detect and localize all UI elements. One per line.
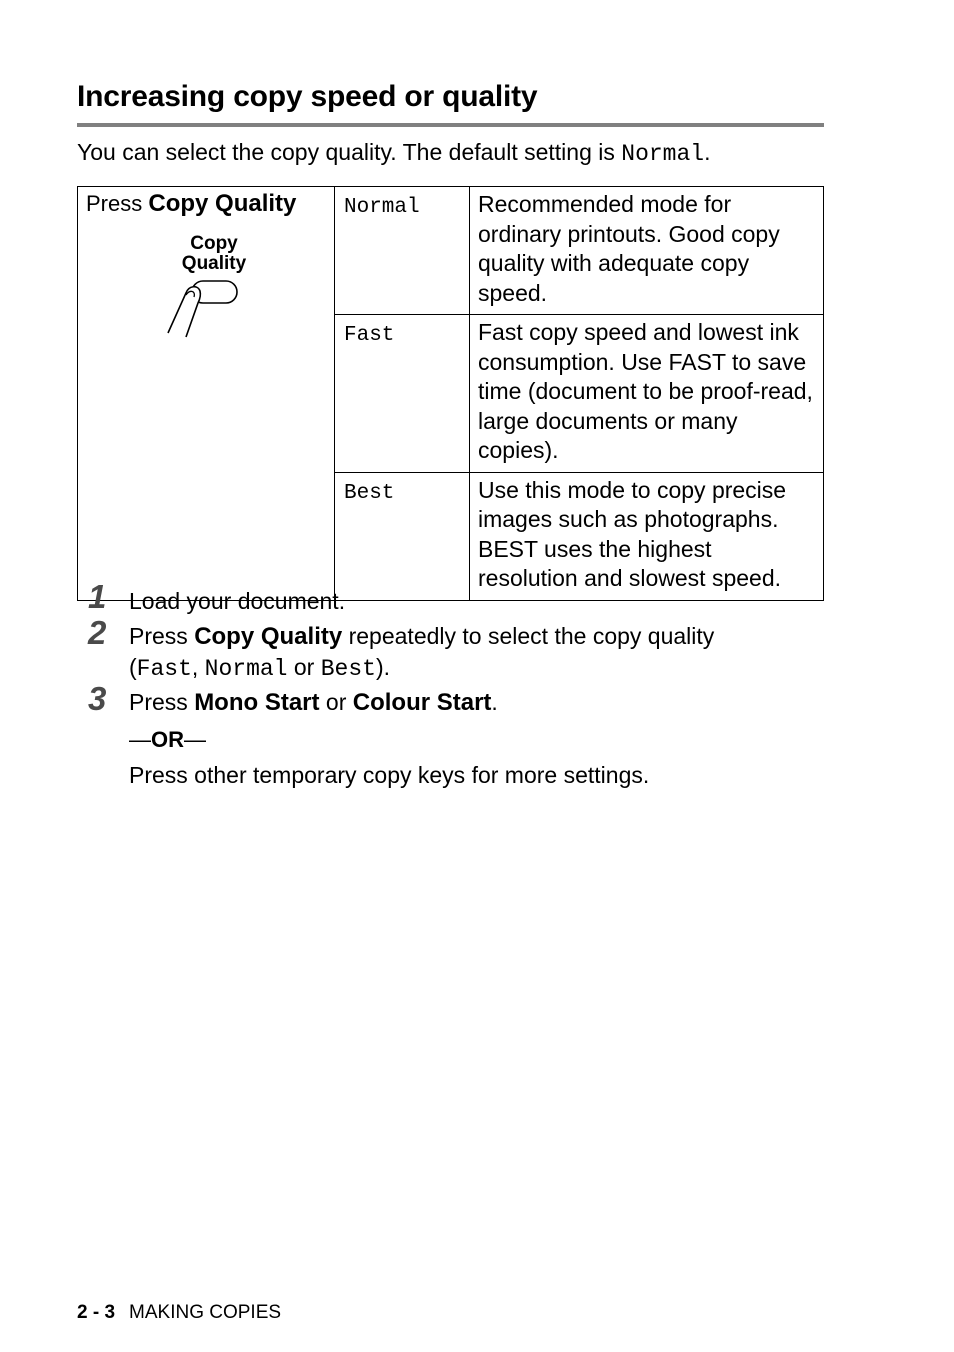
step-3-text bbox=[129, 687, 498, 718]
default-setting: Normal bbox=[621, 141, 705, 167]
copy-quality-table bbox=[77, 186, 824, 601]
step-2-middle: repeatedly to select the copy quality bbox=[342, 623, 715, 649]
copy-quality-key-icon bbox=[134, 231, 264, 341]
intro-text: You can select the copy quality. The default setting is bbox=[77, 139, 622, 165]
step-1-text: Load your document. bbox=[129, 588, 346, 614]
step-number-2: 2 bbox=[88, 614, 107, 651]
step-3-key-mono: Mono Start bbox=[194, 689, 320, 716]
other-keys-text: Press other temporary copy keys for more settings. bbox=[129, 762, 650, 788]
key-label-line1: Copy bbox=[190, 232, 238, 254]
key-label-line2: Quality bbox=[181, 252, 247, 274]
mode-fast-description: Fast copy speed and lowest ink consumption. Use FAST to save time (document to be proof-read, large documents or many copies). bbox=[470, 315, 824, 473]
or-word: OR bbox=[151, 727, 184, 752]
finger-shape bbox=[168, 286, 200, 336]
page-number: 2 - 3 bbox=[77, 1302, 116, 1323]
step-number-3: 3 bbox=[88, 680, 107, 717]
mode-normal-description: Recommended mode for ordinary printouts. Good copy quality with adequate copy speed. bbox=[470, 187, 824, 315]
or-dash-right: — bbox=[184, 727, 206, 752]
mode-best: Best bbox=[335, 472, 470, 600]
table-row bbox=[78, 187, 824, 315]
step-2-close: ). bbox=[375, 654, 391, 680]
option-fast: Fast bbox=[136, 656, 192, 682]
step-2-sep: , bbox=[191, 654, 205, 680]
press-instruction bbox=[86, 189, 326, 219]
option-best: Best bbox=[320, 656, 376, 682]
intro-paragraph bbox=[77, 139, 710, 167]
mode-normal: Normal bbox=[335, 187, 470, 315]
press-key-cell bbox=[78, 187, 335, 601]
option-normal: Normal bbox=[204, 656, 288, 682]
or-dash-left: — bbox=[129, 727, 151, 752]
step-3-or: or bbox=[319, 689, 353, 715]
press-prefix: Press bbox=[86, 191, 149, 216]
intro-end: . bbox=[704, 139, 711, 165]
step-3-prefix: Press bbox=[129, 689, 195, 715]
step-3-end: . bbox=[491, 689, 498, 715]
step-2-prefix: Press bbox=[129, 623, 195, 649]
page-footer bbox=[77, 1302, 281, 1324]
press-key-name: Copy Quality bbox=[148, 190, 297, 217]
step-2-text bbox=[129, 621, 809, 685]
footer-section: MAKING COPIES bbox=[129, 1302, 282, 1323]
mode-best-description: Use this mode to copy precise images such as photographs. BEST uses the highest resolution and slowest speed. bbox=[470, 472, 824, 600]
heading-rule bbox=[77, 123, 824, 127]
step-2-or: or bbox=[287, 654, 321, 680]
or-separator bbox=[129, 727, 206, 753]
step-2-key: Copy Quality bbox=[194, 623, 343, 650]
mode-fast: Fast bbox=[335, 315, 470, 473]
step-3-key-colour: Colour Start bbox=[352, 689, 492, 716]
step-2-open: ( bbox=[129, 654, 137, 680]
step-number-1: 1 bbox=[88, 578, 107, 615]
section-heading: Increasing copy speed or quality bbox=[77, 80, 538, 113]
